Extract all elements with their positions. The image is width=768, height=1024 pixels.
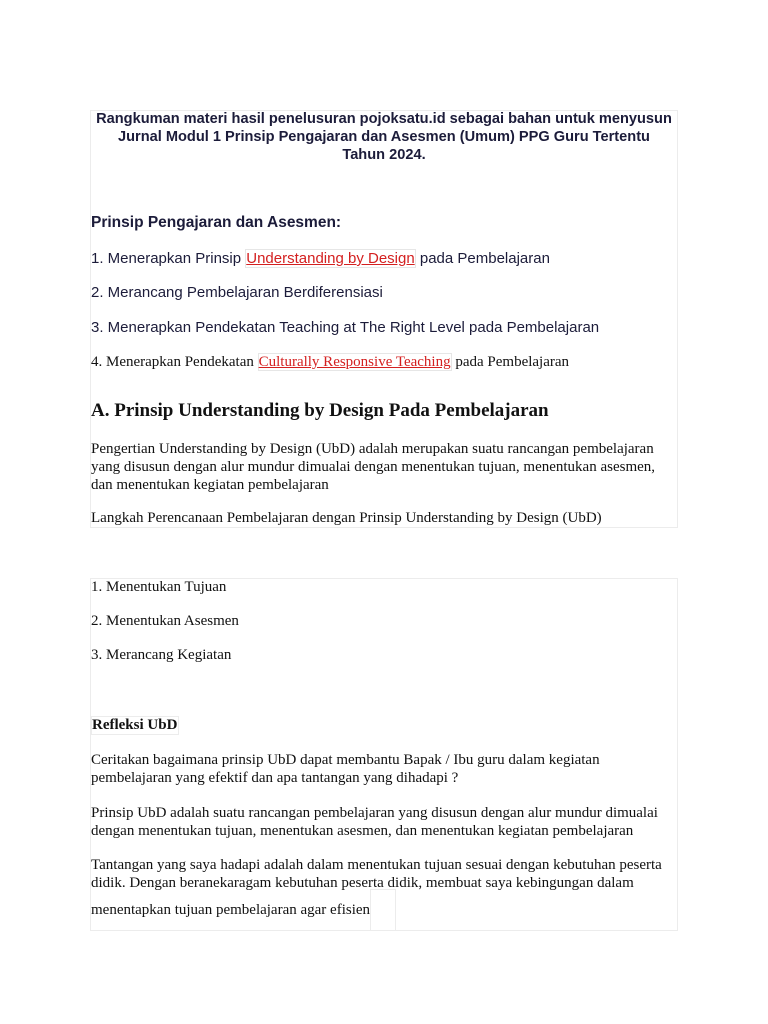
step-item-2: 2. Menentukan Asesmen (91, 613, 239, 629)
understanding-by-design-link[interactable]: Understanding by Design (246, 250, 415, 267)
principle-item-1: 1. Menerapkan Prinsip Understanding by Design pada Pembelajaran (91, 250, 550, 267)
reflection-heading: Refleksi UbD (92, 717, 178, 733)
principle-item-3: 3. Menerapkan Pendekatan Teaching at The Right Level pada Pembelajaran (91, 319, 600, 336)
ubd-definition: Pengertian Understanding by Design (UbD) adalah merupakan suatu rancangan pembelajaran yang disusun dengan alur mundur dimualai dengan menentukan tujuan, menentukan asesmen, dan menentukan kegiatan pembelajaran (91, 441, 656, 493)
principle-item-2: 2. Merancang Pembelajaran Berdiferensiasi (91, 284, 383, 301)
step-item-3: 3. Merancang Kegiatan (91, 647, 232, 663)
reflection-answer-2: Tantangan yang saya hadapi adalah dalam menentukan tujuan sesuai dengan kebutuhan peserta didik. Dengan beranekaragam kebutuhan peserta didik, membuat saya kebingungan dalam (91, 857, 662, 891)
step-item-1: 1. Menentukan Tujuan (91, 579, 227, 595)
principles-heading: Prinsip Pengajaran dan Asesmen: (91, 214, 342, 231)
section-a-heading: A. Prinsip Understanding by Design Pada Pembelajaran (91, 400, 549, 421)
document-title: Rangkuman materi hasil penelusuran pojoksatu.id sebagai bahan untuk menyusun Jurnal Modul 1 Prinsip Pengajaran dan Asesmen (Umum) PPG Guru Tertentu Tahun 2024. (96, 111, 672, 163)
culturally-responsive-teaching-link[interactable]: Culturally Responsive Teaching (258, 354, 451, 370)
reflection-answer-1: Prinsip UbD adalah suatu rancangan pembelajaran yang disusun dengan alur mundur dimualai dengan menentukan tujuan, menentukan asesmen, dan menentukan kegiatan pembelajaran (91, 805, 658, 839)
text-fragment-box (370, 889, 396, 931)
reflection-answer-3: menentapkan tujuan pembelajaran agar efisien (91, 902, 371, 918)
steps-heading: Langkah Perencanaan Pembelajaran dengan Prinsip Understanding by Design (UbD) (91, 510, 602, 526)
principle-item-4: 4. Menerapkan Pendekatan Culturally Responsive Teaching pada Pembelajaran (91, 354, 570, 370)
reflection-question: Ceritakan bagaimana prinsip UbD dapat membantu Bapak / Ibu guru dalam kegiatan pembelajaran yang efektif dan apa tantangan yang dihadapi ? (91, 752, 600, 786)
